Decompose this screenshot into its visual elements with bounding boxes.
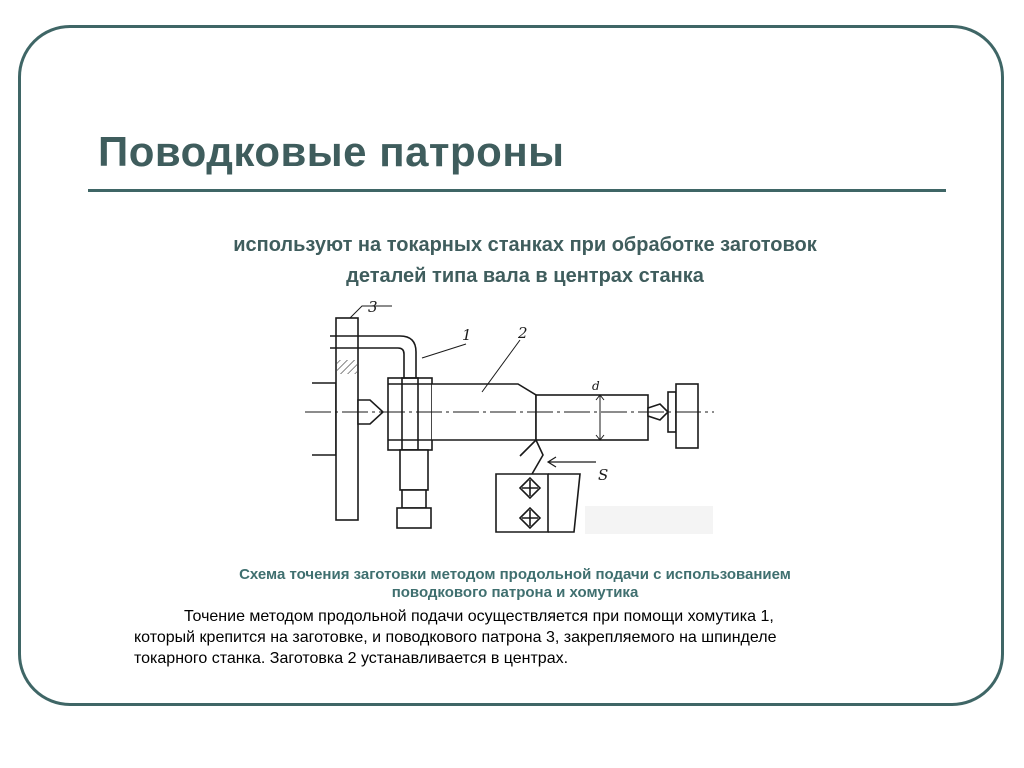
subtitle-line-2: деталей типа вала в центрах станка [346, 265, 704, 287]
description-line-3: токарного станка. Заготовка 2 устанавливается в центрах. [134, 650, 569, 667]
diagram-caption [120, 566, 910, 602]
label-workpiece: 2 [518, 324, 528, 342]
chuck-hatch [337, 360, 357, 374]
slide-title: Поводковые патроны [98, 128, 565, 175]
label-diameter: d [592, 379, 600, 393]
title-underline [88, 189, 946, 192]
description-paragraph [134, 606, 954, 669]
tool-holder [496, 474, 548, 532]
caption-line-1: Схема точения заготовки методом продольной подачи с использованием [239, 566, 791, 583]
clamp-nut [402, 490, 426, 508]
clamp-screw [400, 450, 428, 490]
feed-arrow [548, 457, 596, 467]
spindle-flange [312, 383, 336, 455]
slide-subtitle [120, 230, 930, 292]
lathe-turning-diagram [300, 300, 720, 540]
workpiece-step [536, 395, 648, 440]
description-line-1: Точение методом продольной подачи осуществляется при помощи хомутика 1, [184, 608, 774, 625]
label-feed: S [598, 466, 609, 484]
cutting-tool [520, 440, 543, 474]
description-line-2: который крепится на заготовке, и поводкового патрона 3, закрепляемого на шпинделе [134, 629, 777, 646]
tailstock [676, 384, 698, 448]
subtitle-line-1: используют на токарных станках при обработке заготовок [233, 234, 817, 256]
label-chuck: 3 [368, 300, 378, 316]
caption-line-2: поводкового патрона и хомутика [391, 584, 639, 601]
label-clamp: 1 [462, 326, 472, 344]
